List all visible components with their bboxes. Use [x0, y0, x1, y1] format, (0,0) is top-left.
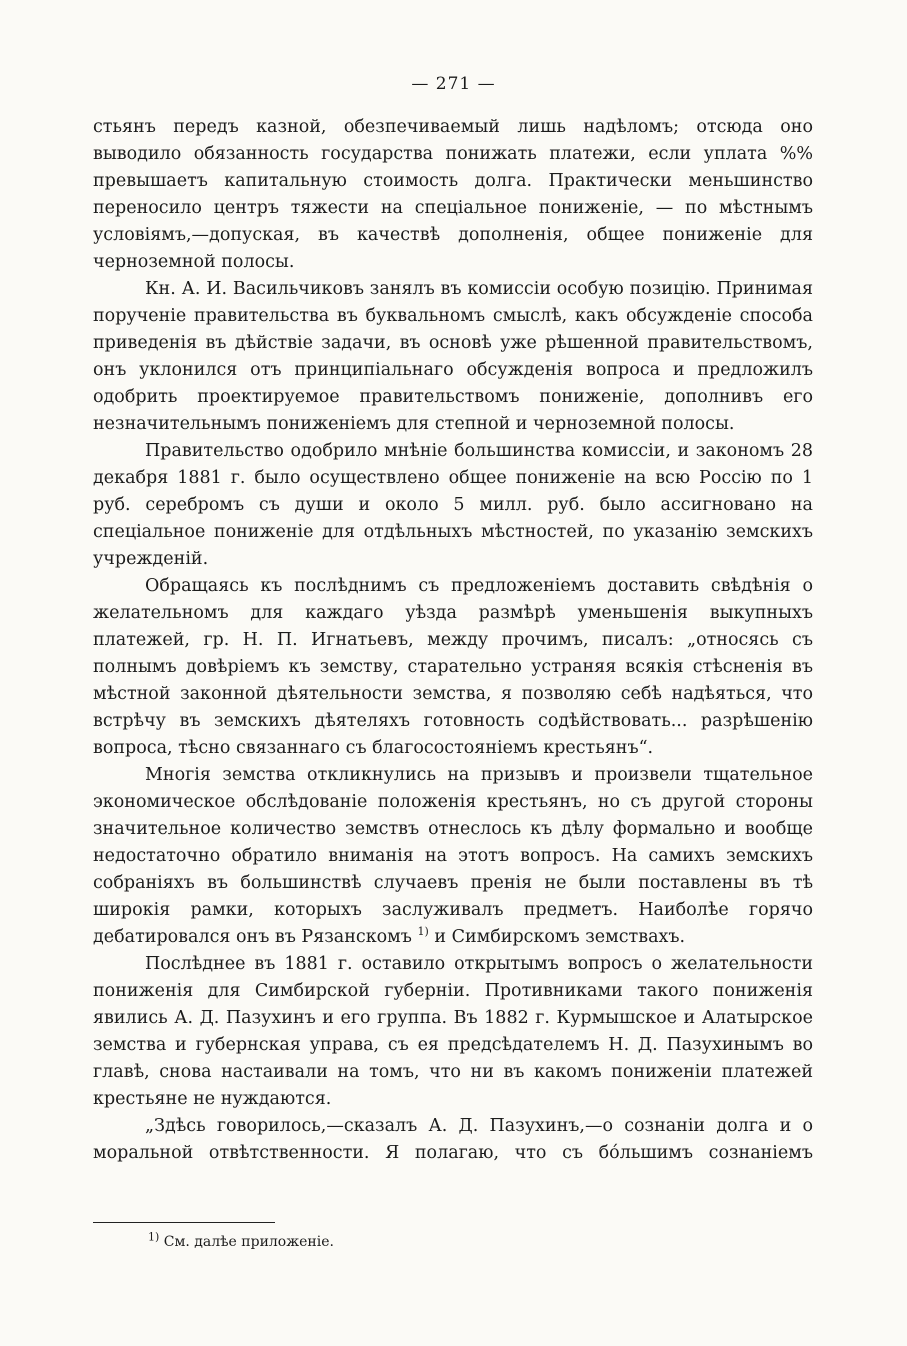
- paragraph-7: „Здѣсь говорилось,—сказалъ А. Д. Пазухинъ,—о сознаніи долга и о моральной отвѣтственности. Я полагаю, что съ бо́льшимъ сознаніемъ: [93, 1116, 813, 1163]
- paragraph-5-tail: и Симбирскомъ земствахъ.: [428, 927, 686, 947]
- paragraph-4: Обращаясь къ послѣднимъ съ предложеніемъ доставить свѣдѣнія о желательномъ для каждаго уѣзда размѣрѣ уменьшенія выкупныхъ платежей, гр. Н. П. Игнатьевъ, между прочимъ, писалъ: „относясь съ полнымъ довѣріемъ къ земству, старательно устраняя всякія стѣсненія въ мѣстной законной дѣятельности земства, я позволяю себѣ надѣяться, что встрѣчу въ земскихъ дѣятеляхъ готовность содѣйствовать... разрѣшенію вопроса, тѣсно связаннаго съ благосостояніемъ крестьянъ“.: [93, 576, 813, 758]
- paragraph-1: стьянъ передъ казной, обезпечиваемый лишь надѣломъ; отсюда оно выводило обязанность государства понижать платежи, если уплата %% превышаетъ капитальную стоимость долга. Практически меньшинство переносило центръ тяжести на спеціальное пониженіе, — по мѣстнымъ условіямъ,—допуская, въ качествѣ дополненія, общее пониженіе для черноземной полосы.: [93, 117, 813, 272]
- footnote-ref: 1): [417, 925, 429, 939]
- body-text: [93, 114, 813, 1167]
- paragraph-6: Послѣднее въ 1881 г. оставило открытымъ вопросъ о желательности пониженія для Симбирской губерніи. Противниками такого пониженія явились А. Д. Пазухинъ и его группа. Въ 1882 г. Курмышское и Алатырское земства и губернская управа, съ ея предсѣдателемъ Н. Д. Пазухинымъ во главѣ, снова настаивали на томъ, что ни въ какомъ пониженіи платежей крестьяне не нуждаются.: [93, 954, 813, 1109]
- paragraph-3: Правительство одобрило мнѣніе большинства комиссіи, и закономъ 28 декабря 1881 г. было осуществлено общее пониженіе на всю Россію по 1 руб. серебромъ съ души и около 5 милл. руб. было ассигновано на спеціальное пониженіе для отдѣльныхъ мѣстностей, по указанію земскихъ учрежденій.: [93, 441, 813, 569]
- footnote-marker: 1): [148, 1230, 160, 1244]
- paragraph-2: Кн. А. И. Васильчиковъ занялъ въ комиссіи особую позицію. Принимая порученіе правительства въ буквальномъ смыслѣ, какъ обсужденіе способа приведенія въ дѣйствіе задачи, въ основѣ уже рѣшенной правительствомъ, онъ уклонился отъ принципіальнаго обсужденія вопроса и предложилъ одобрить проектируемое правительствомъ пониженіе, дополнивъ его незначительнымъ пониженіемъ для степной и черноземной полосы.: [93, 279, 813, 434]
- paragraph-5-text: Многія земства откликнулись на призывъ и произвели тщательное экономическое обслѣдованіе положенія крестьянъ, но съ другой стороны значительное количество земствъ отнеслось къ дѣлу формально и вообще недостаточно обратило вниманія на этотъ вопросъ. На самихъ земскихъ собраніяхъ въ большинствѣ случаевъ пренія не были поставлены въ тѣ широкія рамки, которыхъ заслуживалъ предметъ. Наиболѣе горячо дебатировался онъ въ Рязанскомъ: [93, 765, 813, 947]
- footnote-divider: [93, 1222, 275, 1223]
- footnote-text: См. далѣе приложеніе.: [159, 1234, 334, 1250]
- footnote: [148, 1232, 334, 1252]
- paragraph-5: [93, 762, 813, 951]
- page-number: — 271 —: [411, 74, 496, 94]
